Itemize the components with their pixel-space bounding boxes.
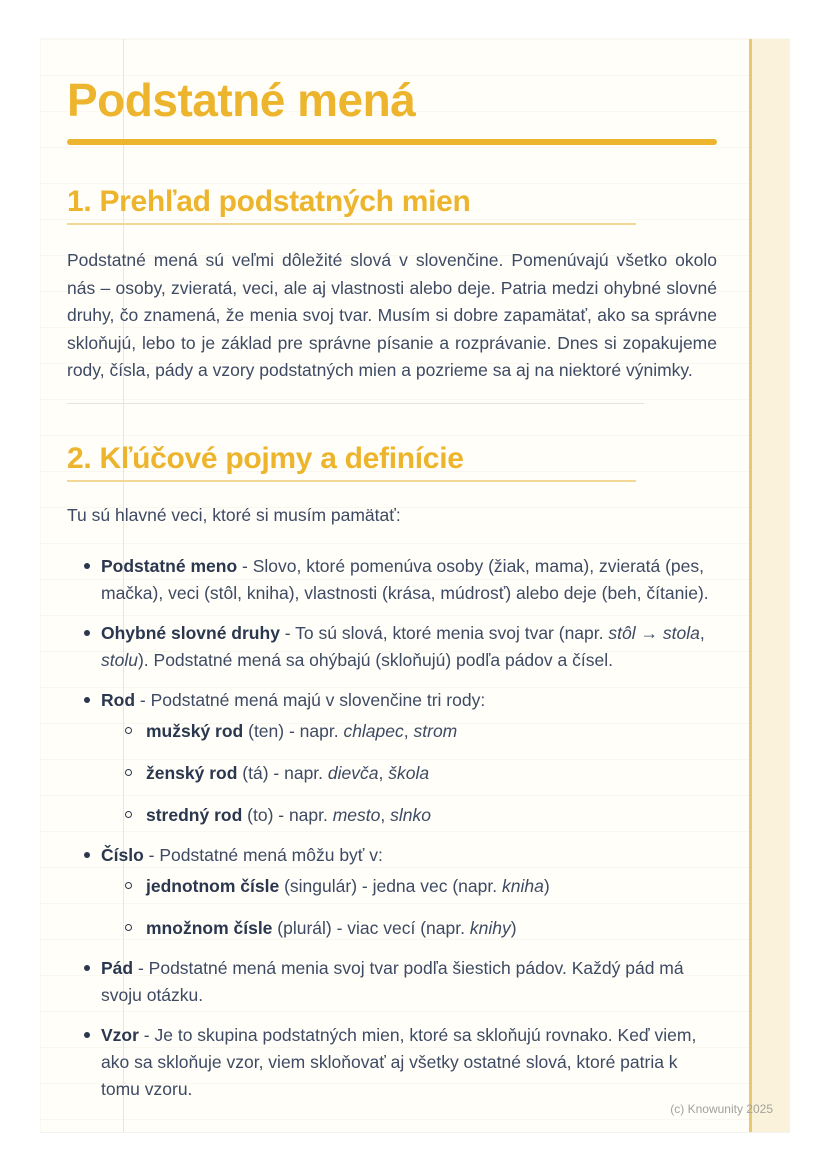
title-divider <box>67 139 717 145</box>
list-item <box>67 955 717 1009</box>
example-word-italic: knihy <box>469 918 511 938</box>
document-content <box>41 39 789 1103</box>
bullet-circle-icon <box>125 882 132 889</box>
example-word-italic: kniha <box>501 876 544 896</box>
copyright-note: (c) Knowunity 2025 <box>670 1102 773 1116</box>
bullet-dot-icon <box>84 965 90 971</box>
list-term: Ohybné slovné druhy <box>101 623 280 643</box>
list-text-segment: , <box>403 721 414 741</box>
bullet-circle-icon <box>125 769 132 776</box>
sub-list-item <box>101 915 717 942</box>
list-text-segment: - Podstatné mená majú v slovenčine tri rody: <box>135 690 486 710</box>
example-word-italic: slnko <box>390 805 431 825</box>
section-2-intro: Tu sú hlavné veci, ktoré si musím pamätať: <box>67 504 401 525</box>
section-1-paragraph: Podstatné mená sú veľmi dôležité slová v slovenčine. Pomenúvajú všetko okolo nás – osoby, zvieratá, veci, ale aj vlastnosti alebo deje. Patria medzi ohybné slovné druhy, čo znamená, že menia svoj tvar. Musím si dobre zapamätať, ako sa správne skloňujú, lebo to je základ pre správne písanie a rozprávanie. Dnes si zopakujeme rody, čísla, pády a vzory podstatných mien a pozrieme sa aj na niektoré výnimky. <box>67 250 717 380</box>
list-item-text <box>101 690 485 710</box>
list-text-segment: (tá) - napr. <box>237 763 328 783</box>
sub-list-item <box>101 873 717 900</box>
list-item <box>67 620 717 674</box>
list-text-segment: (to) - napr. <box>242 805 333 825</box>
document-page <box>40 38 790 1133</box>
section-1-heading: 1. Prehľad podstatných mien <box>67 185 471 218</box>
bullet-circle-icon <box>125 811 132 818</box>
list-term: ženský rod <box>146 763 238 783</box>
sub-list-item <box>101 760 717 787</box>
example-word-italic: stôl <box>608 623 636 643</box>
list-term: Číslo <box>101 845 144 865</box>
example-word-italic: dievča <box>327 763 379 783</box>
list-term: jednotnom čísle <box>146 876 280 896</box>
sub-list-item-text <box>146 721 457 741</box>
list-term: Pád <box>101 958 134 978</box>
list-term: mužský rod <box>146 721 244 741</box>
example-word-italic: škola <box>388 763 430 783</box>
bullet-circle-icon <box>125 924 132 931</box>
sub-list-item <box>101 802 717 829</box>
list-text-segment: - Je to skupina podstatných mien, ktoré sa skloňujú rovnako. Keď viem, ako sa skloňuje vzor, viem skloňovať aj všetky ostatné slová, ktoré patria k tomu vzoru. <box>101 1025 697 1099</box>
bullet-dot-icon <box>84 1032 90 1038</box>
example-word-italic: stola <box>662 623 700 643</box>
sub-list-item-text <box>146 763 429 783</box>
list-term: stredný rod <box>146 805 243 825</box>
list-text-segment: - Slovo, ktoré pomenúva osoby (žiak, mama), zvieratá (pes, mačka), veci (stôl, kniha), vlastnosti (krása, múdrosť) alebo deje (beh, čítanie). <box>101 556 709 603</box>
section-2-underline <box>67 480 636 482</box>
list-text-segment: → <box>635 623 663 643</box>
bullet-dot-icon <box>84 852 90 858</box>
list-text-segment: , <box>378 763 389 783</box>
list-item <box>67 842 717 942</box>
list-term: Podstatné meno <box>101 556 238 576</box>
list-text-segment: , <box>699 623 705 643</box>
bullet-dot-icon <box>84 563 90 569</box>
list-text-segment: (plurál) - viac vecí (napr. <box>272 918 470 938</box>
list-text-segment: - Podstatné mená môžu byť v: <box>143 845 383 865</box>
list-item-text <box>101 623 705 670</box>
example-word-italic: stolu <box>101 650 138 670</box>
section-divider <box>67 403 644 404</box>
list-item-text <box>101 1025 696 1099</box>
list-item <box>67 687 717 829</box>
section-key-terms <box>67 440 717 1104</box>
example-word-italic: strom <box>413 721 458 741</box>
sub-list-item-text <box>146 805 431 825</box>
list-term: množnom čísle <box>146 918 273 938</box>
list-term: Rod <box>101 690 136 710</box>
sub-list-item-text <box>146 918 517 938</box>
list-text-segment: , <box>380 805 391 825</box>
page-title: Podstatné mená <box>67 74 416 126</box>
bullet-dot-icon <box>84 630 90 636</box>
section-2-heading: 2. Kľúčové pojmy a definície <box>67 441 464 475</box>
key-terms-list <box>67 553 717 1103</box>
list-text-segment: ) <box>510 918 517 938</box>
list-text-segment: ). Podstatné mená sa ohýbajú (skloňujú) podľa pádov a čísel. <box>137 650 613 670</box>
list-item <box>67 553 717 607</box>
bullet-circle-icon <box>125 727 132 734</box>
list-text-segment: - To sú slová, ktoré menia svoj tvar (napr. <box>279 623 609 643</box>
sub-list-item-text <box>146 876 550 896</box>
sub-list <box>101 718 717 829</box>
sub-list <box>101 873 717 942</box>
section-overview <box>67 183 717 385</box>
list-item-text <box>101 845 383 865</box>
list-item <box>67 1022 717 1103</box>
list-text-segment: ) <box>543 876 550 896</box>
list-item-text <box>101 958 684 1005</box>
list-text-segment: - Podstatné mená menia svoj tvar podľa šiestich pádov. Každý pád má svoju otázku. <box>101 958 684 1005</box>
list-item-text <box>101 556 709 603</box>
bullet-dot-icon <box>84 697 90 703</box>
list-text-segment: (ten) - napr. <box>243 721 344 741</box>
list-term: Vzor <box>101 1025 139 1045</box>
example-word-italic: chlapec <box>343 721 404 741</box>
example-word-italic: mesto <box>332 805 381 825</box>
sub-list-item <box>101 718 717 745</box>
list-text-segment: (singulár) - jedna vec (napr. <box>279 876 502 896</box>
section-1-underline <box>67 223 636 225</box>
